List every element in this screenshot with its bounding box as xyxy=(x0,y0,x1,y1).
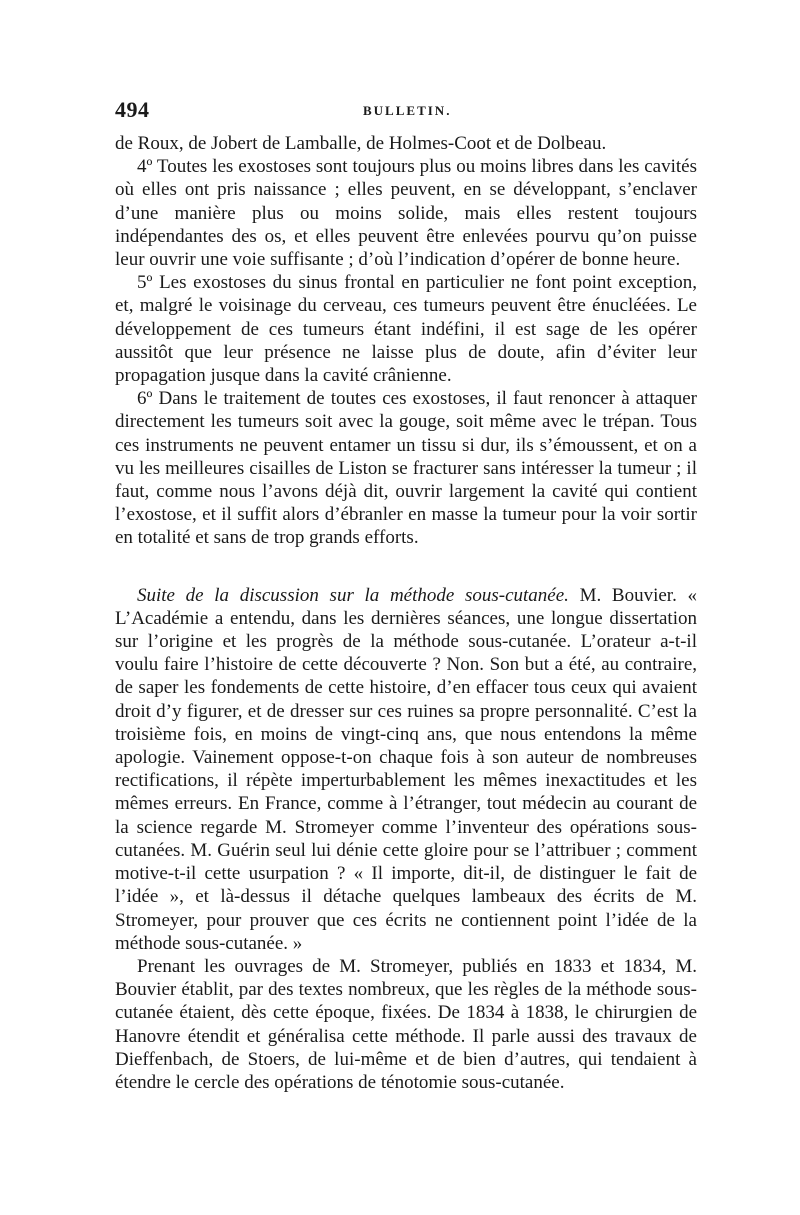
page-number: 494 xyxy=(115,97,150,122)
discussion-paragraph xyxy=(115,584,697,955)
body-text xyxy=(115,132,697,1094)
section-gap xyxy=(115,550,697,584)
paragraph-point-5: 5º Les exostoses du sinus frontal en particulier ne font point exception, et, malgré le voisinage du cerveau, ces tumeurs peuvent être énucléées. Le développement de ces tumeurs étant indéfini, il est sage de les opérer aussitôt que leur présence ne laisse plus de doute, afin d’éviter leur propagation jusque dans la cavité crânienne. xyxy=(115,272,697,387)
page-header xyxy=(115,97,697,127)
paragraph-point-4: 4º Toutes les exostoses sont toujours plus ou moins libres dans les cavités où elles ont pris naissance ; elles peuvent, en se développant, s’enclaver d’une manière plus ou moins solide, mais elles restent toujours indépendantes des os, et elles peuvent être enlevées pourvu qu’on puisse leur ouvrir une voie suffisante ; d’où l’indication d’opérer de bonne heure. xyxy=(115,156,697,271)
paragraph-point-6: 6º Dans le traitement de toutes ces exostoses, il faut renoncer à attaquer directement les tumeurs soit avec la gouge, soit même avec le trépan. Tous ces instruments ne peuvent entamer un tissu si dur, ils s’émoussent, et on a vu les meilleures cisailles de Liston se fracturer sans intéresser la tumeur ; il faut, comme nous l’avons déjà dit, ouvrir largement la cavité qui contient l’exostose, et il suffit alors d’ébranler en masse la tumeur pour la voir sortir en totalité et sans de trop grands efforts. xyxy=(115,388,697,549)
section-heading: Suite de la discussion sur la méthode sous-cutanée. xyxy=(137,584,569,606)
discussion-text: M. Bouvier. « L’Académie a entendu, dans les dernières séances, une longue dissertation sur l’origine et les progrès de la méthode sous-cutanée. L’orateur a-t-il voulu faire l’histoire de cette découverte ? Non. Son but a été, au contraire, de saper les fondements de cette histoire, d’en effacer tous ceux qui avaient droit d’y figurer, et de dresser sur ces ruines sa propre personnalité. C’est la troisième fois, en moins de vingt-cinq ans, que nous entendons la même apologie. Vainement oppose-t-on chaque fois à son auteur de nombreuses rectifications, il répète imperturbablement les mêmes inexactitudes et les mêmes erreurs. En France, comme à l’étranger, tout médecin au courant de la science regarde M. Stromeyer comme l’inventeur des opérations sous-cutanées. M. Guérin seul lui dénie cette gloire pour se l’attribuer ; comment motive-t-il cette usurpation ? « Il importe, dit-il, de distinguer le fait de l’idée », et là-dessus il détache quelques lambeaux des écrits de M. Stromeyer, pour prouver que ces écrits ne contiennent point l’idée de la méthode sous-cutanée. » xyxy=(115,584,697,954)
discussion-continuation: Prenant les ouvrages de M. Stromeyer, publiés en 1833 et 1834, M. Bouvier établit, par des textes nombreux, que les règles de la méthode sous-cutanée étaient, dès cette époque, fixées. De 1834 à 1838, le chirurgien de Hanovre étendit et généralisa cette méthode. Il parle aussi des travaux de Dieffenbach, de Stoers, de lui-même et de bien d’autres, qui tendaient à étendre le cercle des opérations de ténotomie sous-cutanée. xyxy=(115,955,697,1093)
paragraph-continuation: de Roux, de Jobert de Lamballe, de Holmes-Coot et de Dolbeau. xyxy=(115,133,607,154)
running-head: BULLETIN. xyxy=(363,103,452,118)
